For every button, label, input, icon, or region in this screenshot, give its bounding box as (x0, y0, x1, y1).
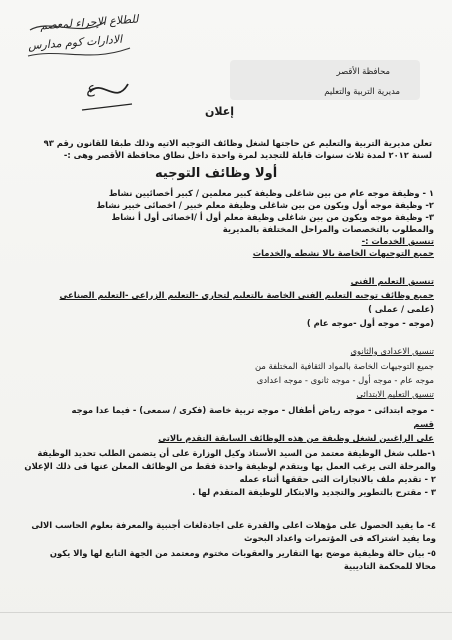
prep-secondary-title: تنسيق الاعدادى والثانوى (350, 346, 434, 356)
extra-item-2: وما يفيد اشتراكه فى المؤتمرات واعداد البحوث (243, 533, 436, 543)
extra-item-4: محالا للمحكمة التاديبية (343, 561, 436, 571)
announcement-label: إعلان (205, 105, 235, 118)
intro-line-1: تعلن مديرية التربية والتعليم عن حاجتها لشغل وظائف التوجيه الاتيه وذلك طبقا للقانون رقم ٩٣ (43, 138, 432, 148)
prep-secondary-line: جميع التوجيهات الخاصة بالمواد الثقافية المختلفة من (254, 361, 434, 371)
guidance-item-2: ٢- وظيفة موجه أول ويكون من بين شاغلى وظيفة معلم خبير / اخصائى خبير نشاط (96, 200, 434, 210)
primary-title: تنسيق التعليم الابتدائى (356, 389, 434, 399)
primary-line: - موجه ابتدائى - موجه رياض أطفال - موجه تربية خاصة (فكرى / سمعى) - فيما عدا موجه (71, 405, 434, 415)
apply-item-4: ٣ - مقترح بالتطوير والتجديد والابتكار للوظيفة المتقدم لها . (192, 487, 436, 497)
handwritten-note-2: الادارات كوم مدارس (27, 32, 123, 53)
apply-item-2: والمرحلة التى يرغب العمل بها ويتقدم لوظيفة واحدة فقط من الوظائف المعلن عنها فى ذلك الإعلان (24, 461, 436, 471)
apply-item-1: ١-طلب شغل الوظيفة معتمد من السيد الأستاذ وكيل الوزارة على أن يتضمن الطلب تحديد الوظيفة (37, 448, 436, 458)
handwritten-scribble-icon (20, 8, 140, 118)
technical-sub-1: (علمى / عملى ) (368, 304, 434, 314)
handwritten-note-1: للطلاع الإجراء لمعصم (39, 12, 139, 33)
scan-divider (0, 612, 452, 613)
governorate-name: محافظة الأقصر (336, 66, 390, 76)
guidance-item-3: ٣- وظيفة موجه ويكون من بين شاغلى وظيفة معلم أول أ /اخصائى أول أ نشاط (111, 212, 434, 222)
handwritten-signature: ع (85, 78, 96, 98)
prep-secondary-levels: موجه عام - موجه أول - موجه ثانوى - موجه اعدادى (256, 375, 434, 385)
guidance-item-4: والمطلوب بالتخصصات والمراحل المختلفة بالمديرية (222, 224, 434, 234)
directorate-name: مديرية التربية والتعليم (324, 86, 400, 96)
technical-sub-2: (موجه - موجه أول -موجه عام ) (306, 318, 434, 328)
section-title-guidance: أولا وظائف التوجيه (155, 166, 278, 181)
technical-line: جميع وظائف توجيه التعليم الفنى الخاصة بالتعليم لتجارى -التعليم الزراعى -التعليم الصناعى (59, 290, 434, 300)
primary-end: قسم (413, 419, 434, 429)
extra-item-3: ٥- بيان حالة وظيفية موضح بها التقارير والعقوبات مختوم ومعتمد من الجهة التابع لها والا يكون (49, 548, 436, 558)
apply-title: على الراغبين لشغل وظيفة من هذه الوظائف السابقة التقدم بالاتى (158, 433, 434, 443)
technical-title: تنسيق التعليم الفنى (350, 276, 434, 286)
services-line: جميع التوجيهات الخاصة بالا نشطه والخدمات (252, 248, 434, 258)
apply-item-3: ٢ - تقديم ملف بالانجازات التى حققها أثناء عمله (239, 474, 436, 484)
extra-item-1: ٤- ما يفيد الحصول على مؤهلات اعلى والقدرة على اجادةلغات أجنبية والمعرفة بعلوم الحاسب الالى (31, 520, 436, 530)
services-title: تنسيق الخدمات :- (361, 236, 434, 246)
guidance-item-1: ١ - وظيفة موجه عام من بين شاغلى وظيفة كبير معلمين / كبير أخصائيين نشاط (108, 188, 434, 198)
intro-line-2: لسنة ٢٠١٢ لمدة ثلاث سنوات قابلة للتجديد لمرة واحدة داخل نطاق محافظة الأقصر وهى :- (63, 150, 432, 160)
